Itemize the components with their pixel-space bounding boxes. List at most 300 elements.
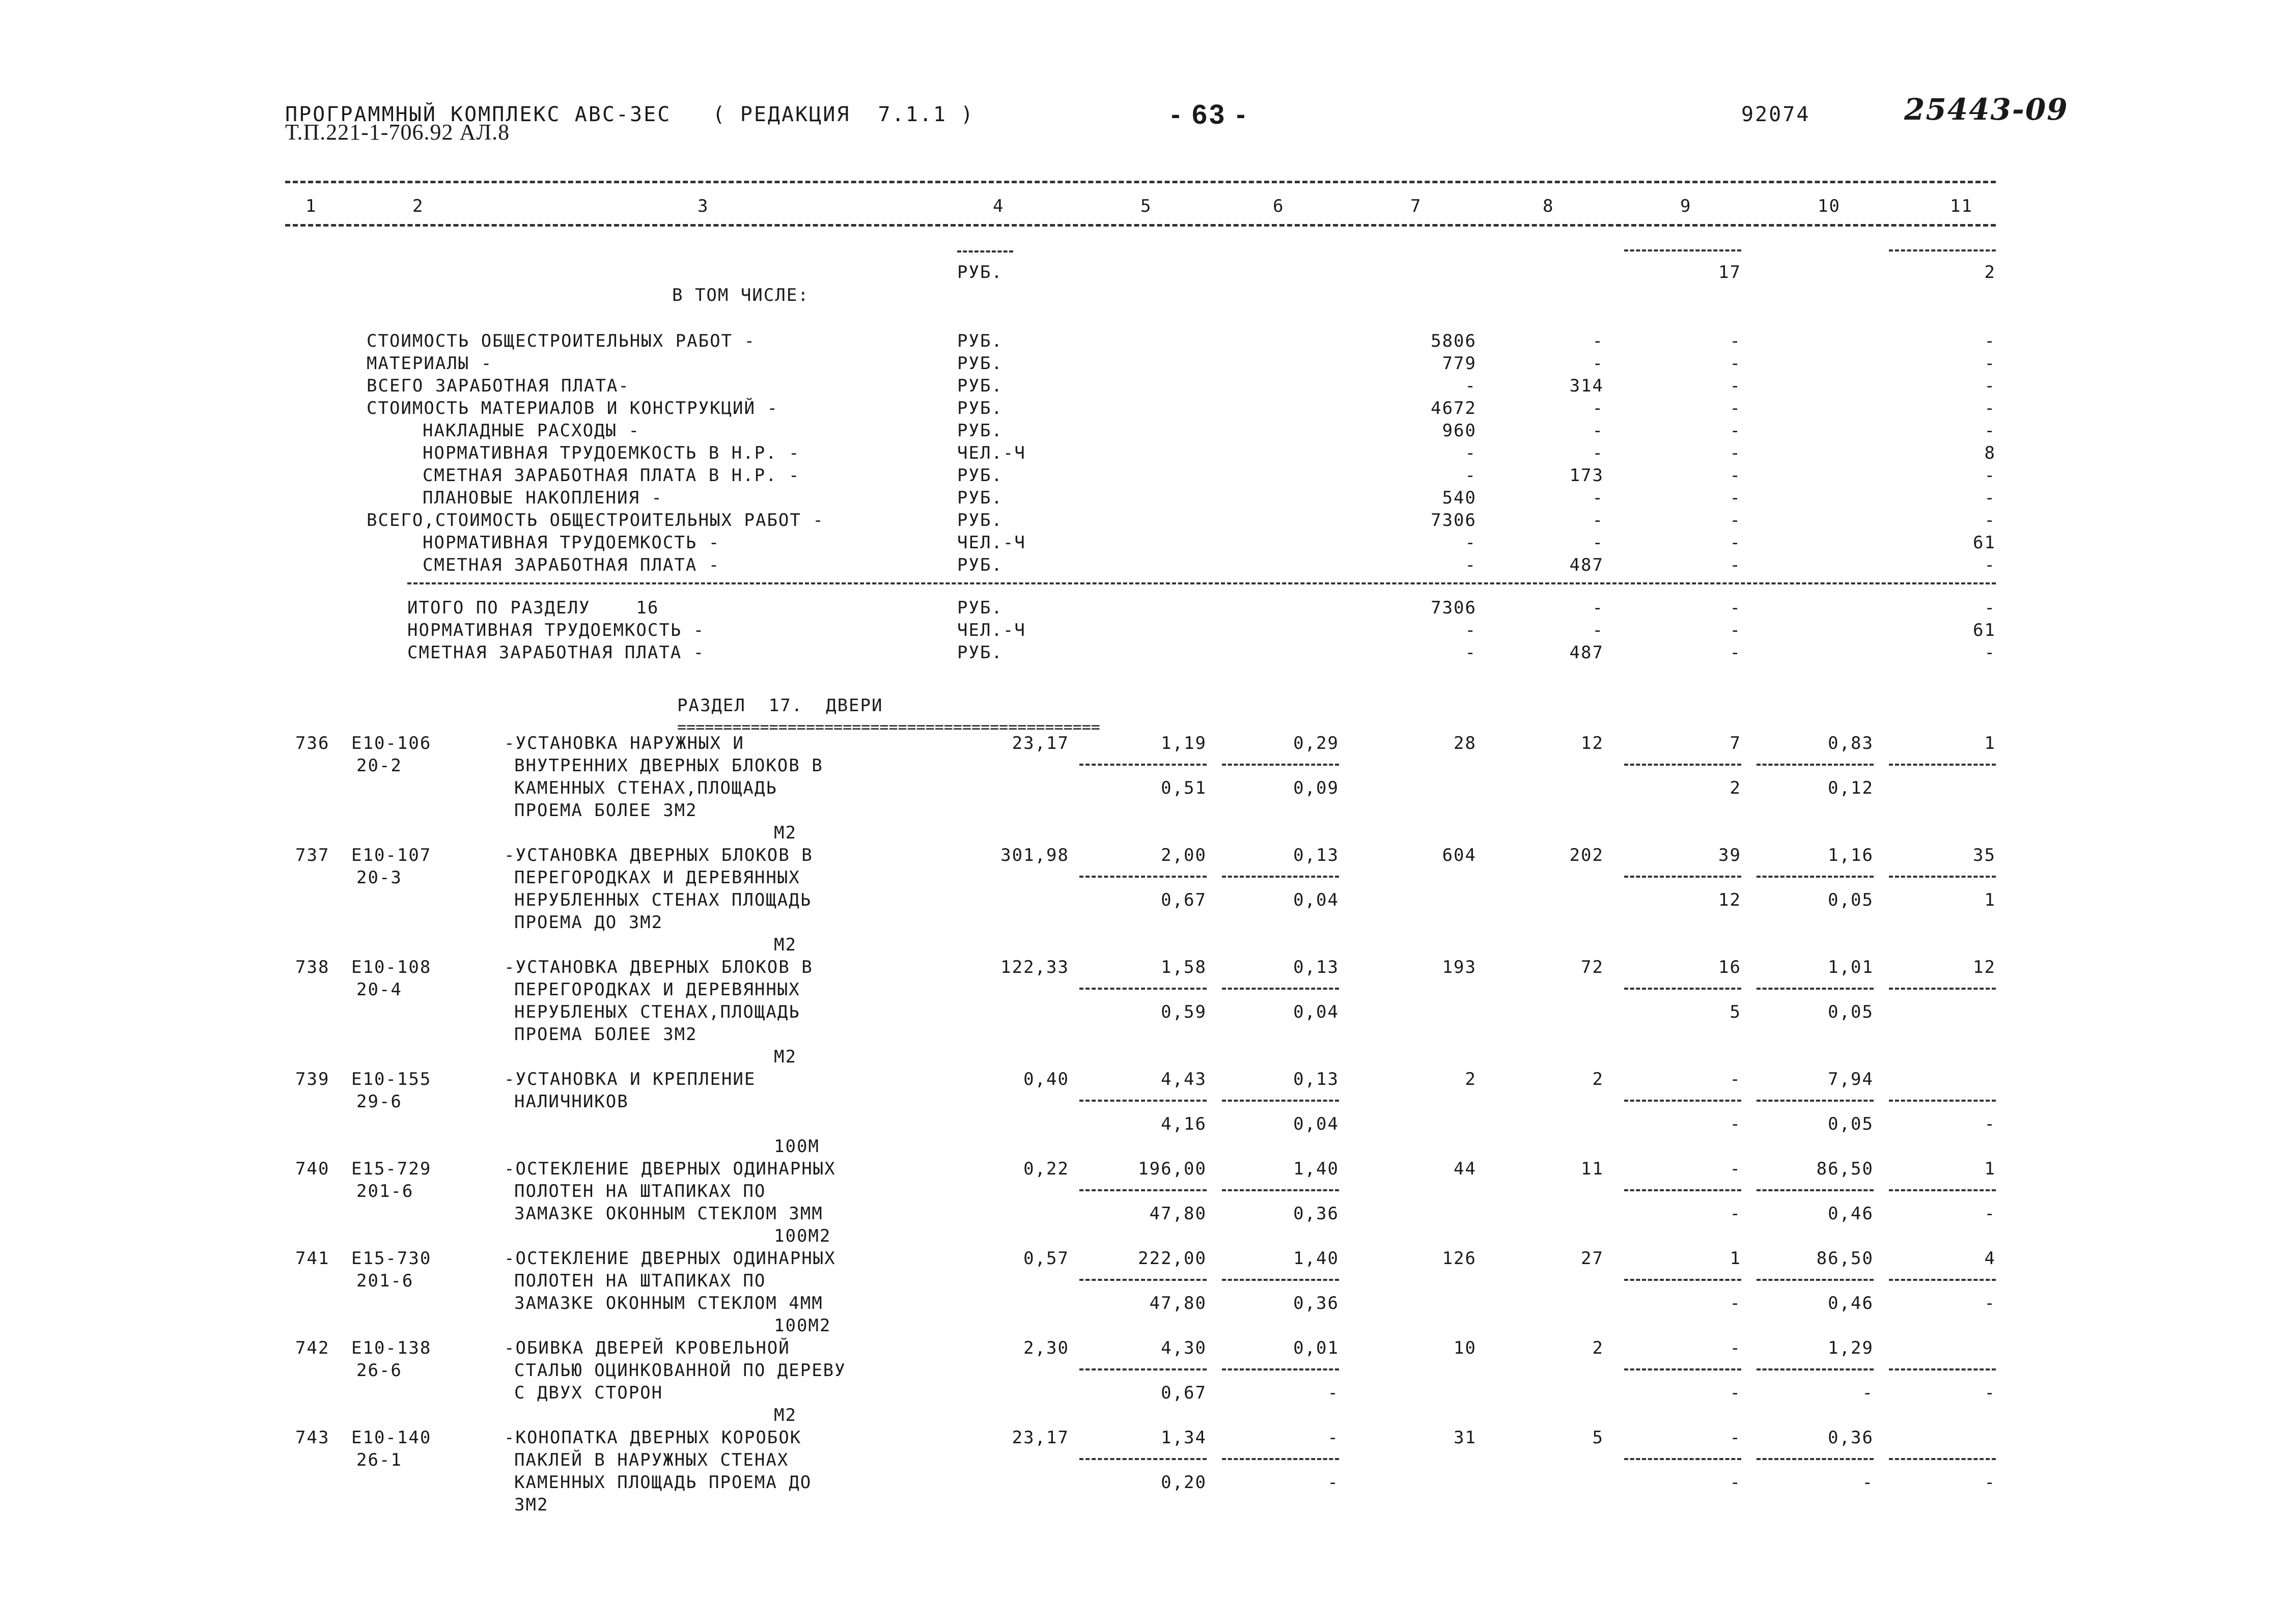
item-description-line: ПОЛОТЕН НА ШТАПИКАХ ПО [514, 1271, 766, 1291]
item-unit-wage-machine: - [1327, 1383, 1339, 1403]
item-unit-cost-machine: 0,59 [1161, 1002, 1207, 1022]
item-unit-cost-machine: 0,67 [1161, 890, 1207, 910]
item-unit-wage-machine: 0,36 [1293, 1293, 1339, 1313]
item-quantity: 0,40 [1023, 1069, 1069, 1089]
summary-row-col8: - [1592, 510, 1604, 530]
item-col9: 1 [1730, 1248, 1741, 1269]
item-code: Е10-140 [351, 1427, 432, 1448]
item-rule-col9 [1624, 1368, 1741, 1370]
item-rule-col9 [1624, 1279, 1741, 1281]
item-rule-col6 [1222, 1189, 1339, 1191]
item-code: Е10-155 [351, 1069, 432, 1089]
item-code-sub: 201-6 [356, 1271, 414, 1291]
item-unit-wage: 0,13 [1293, 1069, 1339, 1089]
item-unit-cost: 196,00 [1138, 1159, 1207, 1179]
summary-row-label: СМЕТНАЯ ЗАРАБОТНАЯ ПЛАТА В Н.Р. - [423, 465, 800, 486]
summary-row-label: ВСЕГО,СТОИМОСТЬ ОБЩЕСТРОИТЕЛЬНЫХ РАБОТ - [367, 510, 824, 530]
item-rule-col6 [1222, 988, 1339, 990]
item-unit-cost: 4,30 [1161, 1338, 1207, 1358]
item-rule-col6 [1222, 1100, 1339, 1102]
item-col10: 1,16 [1828, 845, 1874, 865]
item-col9: 7 [1730, 733, 1741, 753]
summary-row-col7: 5806 [1431, 331, 1476, 351]
item-col10-sub: - [1862, 1472, 1874, 1493]
section-total-col11: - [1984, 598, 1996, 618]
item-description-line: КАМЕННЫХ СТЕНАХ,ПЛОЩАДЬ [514, 778, 777, 798]
item-total-cost: 28 [1454, 733, 1476, 753]
item-unit-cost-machine: 0,67 [1161, 1383, 1207, 1403]
item-rule-col11 [1889, 1189, 1996, 1191]
item-unit-wage: 0,13 [1293, 845, 1339, 865]
item-total-wage: 202 [1569, 845, 1604, 865]
item-unit-of-measure: 100М2 [774, 1315, 831, 1336]
top-total-col11: 2 [1984, 262, 1996, 283]
summary-row-unit: РУБ. [957, 398, 1003, 418]
item-quantity: 23,17 [1012, 1427, 1069, 1448]
item-unit-wage: 1,40 [1293, 1248, 1339, 1269]
item-col10: 0,36 [1828, 1427, 1874, 1448]
summary-row-label: СТОИМОСТЬ МАТЕРИАЛОВ И КОНСТРУКЦИЙ - [367, 398, 778, 418]
summary-row-label: МАТЕРИАЛЫ - [367, 353, 493, 374]
item-col10: 1,01 [1828, 957, 1874, 977]
summary-row-col8: - [1592, 443, 1604, 463]
item-code-sub: 20-3 [356, 867, 402, 888]
item-description-line: -ОБИВКА ДВЕРЕЙ КРОВЕЛЬНОЙ [504, 1338, 790, 1358]
item-unit-wage-machine: 0,04 [1293, 1002, 1339, 1022]
item-col10: 86,50 [1816, 1248, 1874, 1269]
item-rule-col10 [1757, 988, 1874, 990]
item-rule-col9 [1624, 1100, 1741, 1102]
item-col9-sub: 5 [1730, 1002, 1741, 1022]
item-col9: - [1730, 1427, 1741, 1448]
item-description-line: ПЕРЕГОРОДКАХ И ДЕРЕВЯННЫХ [514, 867, 800, 888]
item-code-sub: 20-2 [356, 755, 402, 776]
item-rule-col6 [1222, 1279, 1339, 1281]
item-description-line: ПРОЕМА ДО 3М2 [514, 912, 663, 933]
item-description-line: КАМЕННЫХ ПЛОЩАДЬ ПРОЕМА ДО [514, 1472, 812, 1493]
item-rule-col10 [1757, 1368, 1874, 1370]
item-unit-wage-machine: 0,04 [1293, 890, 1339, 910]
summary-row-col8: - [1592, 533, 1604, 553]
item-col9: 16 [1718, 957, 1741, 977]
summary-row-col8: 314 [1569, 376, 1604, 396]
item-description-line: НАЛИЧНИКОВ [514, 1091, 629, 1112]
item-number: 741 [295, 1248, 330, 1269]
item-description-line: ПЕРЕГОРОДКАХ И ДЕРЕВЯННЫХ [514, 979, 800, 1000]
item-col9-sub: 2 [1730, 778, 1741, 798]
item-total-wage: 2 [1592, 1338, 1604, 1358]
item-total-wage: 72 [1581, 957, 1604, 977]
item-unit-cost: 2,00 [1161, 845, 1207, 865]
column-header-3: 3 [698, 196, 709, 216]
item-quantity: 23,17 [1012, 733, 1069, 753]
item-rule-col10 [1757, 764, 1874, 766]
top-total-rule-unit [957, 250, 1013, 253]
summary-row-col9: - [1730, 421, 1741, 441]
summary-row-label: СМЕТНАЯ ЗАРАБОТНАЯ ПЛАТА - [423, 555, 720, 575]
item-rule-col10 [1757, 1458, 1874, 1460]
item-col11-sub: - [1984, 1293, 1996, 1313]
item-description-line: -ОСТЕКЛЕНИЕ ДВЕРНЫХ ОДИНАРНЫХ [504, 1248, 836, 1269]
item-code: Е15-729 [351, 1159, 432, 1179]
column-header-1: 1 [305, 196, 317, 216]
section-total-col9: - [1730, 642, 1741, 663]
item-col10-sub: 0,05 [1828, 1114, 1874, 1134]
top-total-rule-9 [1624, 249, 1741, 251]
summary-row-unit: РУБ. [957, 421, 1003, 441]
summary-row-col7: - [1465, 443, 1476, 463]
column-header-9: 9 [1680, 196, 1692, 216]
item-code: Е10-138 [351, 1338, 432, 1358]
item-quantity: 0,22 [1023, 1159, 1069, 1179]
summary-row-col9: - [1730, 488, 1741, 508]
item-rule-col10 [1757, 876, 1874, 878]
item-col9-sub: - [1730, 1203, 1741, 1224]
section-total-col7: 7306 [1431, 598, 1476, 618]
summary-row-col9: - [1730, 533, 1741, 553]
column-header-4: 4 [993, 196, 1005, 216]
item-rule-col5 [1079, 1189, 1207, 1191]
item-total-cost: 31 [1454, 1427, 1476, 1448]
item-code-sub: 26-1 [356, 1450, 402, 1470]
section-title-underline: ============================================== [677, 718, 1100, 736]
item-total-cost: 2 [1465, 1069, 1476, 1089]
doc-number: 92074 [1741, 103, 1810, 126]
item-rule-col10 [1757, 1279, 1874, 1281]
item-col10: 1,29 [1828, 1338, 1874, 1358]
summary-row-col9: - [1730, 443, 1741, 463]
item-unit-of-measure: М2 [774, 935, 797, 955]
item-number: 740 [295, 1159, 330, 1179]
item-number: 737 [295, 845, 330, 865]
item-description-line: НЕРУБЛЕНЫХ СТЕНАХ,ПЛОЩАДЬ [514, 1002, 800, 1022]
item-col10-sub: 0,05 [1828, 890, 1874, 910]
item-rule-col5 [1079, 876, 1207, 878]
column-header-5: 5 [1140, 196, 1152, 216]
summary-row-col9: - [1730, 353, 1741, 374]
item-description-line: -ОСТЕКЛЕНИЕ ДВЕРНЫХ ОДИНАРНЫХ [504, 1159, 836, 1179]
item-total-cost: 44 [1454, 1159, 1476, 1179]
item-unit-of-measure: 100М [774, 1136, 820, 1157]
item-rule-col10 [1757, 1100, 1874, 1102]
item-description-line: ПРОЕМА БОЛЕЕ 3М2 [514, 800, 698, 821]
item-quantity: 301,98 [1000, 845, 1069, 865]
item-unit-of-measure: М2 [774, 1405, 797, 1425]
item-col11: 35 [1973, 845, 1996, 865]
summary-row-col7: - [1465, 465, 1476, 486]
column-header-8: 8 [1543, 196, 1554, 216]
summary-row-unit: ЧЕЛ.-Ч [957, 533, 1026, 553]
item-description-line: -КОНОПАТКА ДВЕРНЫХ КОРОБОК [504, 1427, 802, 1448]
section-total-col7: - [1465, 642, 1476, 663]
item-unit-wage-machine: 0,04 [1293, 1114, 1339, 1134]
item-total-wage: 2 [1592, 1069, 1604, 1089]
item-unit-wage: 0,13 [1293, 957, 1339, 977]
item-code: Е10-107 [351, 845, 432, 865]
item-unit-of-measure: М2 [774, 823, 797, 843]
item-col9-sub: - [1730, 1293, 1741, 1313]
item-description-line: -УСТАНОВКА ДВЕРНЫХ БЛОКОВ В [504, 845, 813, 865]
section-total-unit: РУБ. [957, 598, 1003, 618]
item-description-line: ПРОЕМА БОЛЕЕ 3М2 [514, 1024, 698, 1045]
item-code: Е10-108 [351, 957, 432, 977]
section-total-unit: ЧЕЛ.-Ч [957, 620, 1026, 640]
item-unit-cost: 222,00 [1138, 1248, 1207, 1269]
top-total-unit: РУБ. [957, 262, 1003, 283]
item-unit-of-measure: М2 [774, 1047, 797, 1067]
item-total-wage: 11 [1581, 1159, 1604, 1179]
summary-row-unit: РУБ. [957, 555, 1003, 575]
summary-row-col11: - [1984, 376, 1996, 396]
summary-row-col9: - [1730, 398, 1741, 418]
item-total-cost: 193 [1442, 957, 1476, 977]
item-col11: 4 [1984, 1248, 1996, 1269]
summary-row-col7: - [1465, 376, 1476, 396]
item-col9-sub: - [1730, 1114, 1741, 1134]
item-description-line: ЗАМАЗКЕ ОКОННЫМ СТЕКЛОМ 3ММ [514, 1203, 823, 1224]
item-col9-sub: 12 [1718, 890, 1741, 910]
item-unit-wage: 1,40 [1293, 1159, 1339, 1179]
column-header-2: 2 [412, 196, 424, 216]
section-total-col8: - [1592, 620, 1604, 640]
item-number: 738 [295, 957, 330, 977]
item-col9: - [1730, 1338, 1741, 1358]
summary-row-col8: - [1592, 488, 1604, 508]
summary-row-col11: - [1984, 488, 1996, 508]
item-col11-sub: - [1984, 1383, 1996, 1403]
item-rule-col11 [1889, 1279, 1996, 1281]
item-col10-sub: - [1862, 1383, 1874, 1403]
item-rule-col5 [1079, 764, 1207, 766]
item-col11-sub: - [1984, 1472, 1996, 1493]
summary-row-unit: ЧЕЛ.-Ч [957, 443, 1026, 463]
item-rule-col6 [1222, 1458, 1339, 1460]
section-title: РАЗДЕЛ 17. ДВЕРИ [677, 695, 883, 716]
item-total-wage: 5 [1592, 1427, 1604, 1448]
top-total-rule-11 [1889, 249, 1996, 251]
item-col11-sub: - [1984, 1114, 1996, 1134]
column-header-10: 10 [1818, 196, 1841, 216]
item-total-wage: 27 [1581, 1248, 1604, 1269]
item-code-sub: 20-4 [356, 979, 402, 1000]
item-rule-col11 [1889, 764, 1996, 766]
including-label: В ТОМ ЧИСЛЕ: [672, 285, 810, 305]
item-col11: 1 [1984, 733, 1996, 753]
summary-row-col9: - [1730, 510, 1741, 530]
item-rule-col9 [1624, 988, 1741, 990]
summary-row-col8: - [1592, 421, 1604, 441]
item-unit-cost-machine: 47,80 [1149, 1293, 1207, 1313]
item-description-line: НЕРУБЛЕННЫХ СТЕНАХ ПЛОЩАДЬ [514, 890, 812, 910]
item-rule-col11 [1889, 1100, 1996, 1102]
item-col10-sub: 0,46 [1828, 1293, 1874, 1313]
item-unit-cost: 1,34 [1161, 1427, 1207, 1448]
column-header-6: 6 [1273, 196, 1285, 216]
summary-row-col8: 173 [1569, 465, 1604, 486]
section-total-col9: - [1730, 620, 1741, 640]
item-number: 743 [295, 1427, 330, 1448]
item-unit-cost: 1,19 [1161, 733, 1207, 753]
item-rule-col10 [1757, 1189, 1874, 1191]
item-description-line: С ДВУХ СТОРОН [514, 1383, 663, 1403]
section-total-col8: - [1592, 598, 1604, 618]
top-total-col9: 17 [1718, 262, 1741, 283]
program-header: ПРОГРАММНЫЙ КОМПЛЕКС АВС-3ЕС ( РЕДАКЦИЯ 7.1.1 ) [285, 103, 975, 126]
summary-row-col8: 487 [1569, 555, 1604, 575]
item-col11-sub: 1 [1984, 890, 1996, 910]
item-unit-cost-machine: 4,16 [1161, 1114, 1207, 1134]
item-description-line: ПАКЛЕЙ В НАРУЖНЫХ СТЕНАХ [514, 1450, 789, 1470]
item-col9: 39 [1718, 845, 1741, 865]
summary-row-label: ВСЕГО ЗАРАБОТНАЯ ПЛАТА- [367, 376, 630, 396]
summary-row-unit: РУБ. [957, 331, 1003, 351]
section-total-col7: - [1465, 620, 1476, 640]
summary-row-col9: - [1730, 331, 1741, 351]
summary-row-col8: - [1592, 331, 1604, 351]
item-rule-col9 [1624, 764, 1741, 766]
item-col10: 86,50 [1816, 1159, 1874, 1179]
summary-row-col8: - [1592, 398, 1604, 418]
item-rule-col5 [1079, 1458, 1207, 1460]
item-number: 736 [295, 733, 330, 753]
summary-row-unit: РУБ. [957, 353, 1003, 374]
item-rule-col11 [1889, 1458, 1996, 1460]
summary-row-col7: 960 [1442, 421, 1476, 441]
item-unit-wage: 0,01 [1293, 1338, 1339, 1358]
item-code: Е15-730 [351, 1248, 432, 1269]
summary-row-col7: 7306 [1431, 510, 1476, 530]
summary-row-label: НОРМАТИВНАЯ ТРУДОЕМКОСТЬ - [423, 533, 720, 553]
project-code: Т.П.221-1-706.92 АЛ.8 [285, 120, 510, 145]
item-col11: 12 [1973, 957, 1996, 977]
item-unit-wage: - [1327, 1427, 1339, 1448]
summary-row-col9: - [1730, 555, 1741, 575]
summary-rule [407, 582, 1996, 584]
item-code-sub: 26-6 [356, 1360, 402, 1381]
item-quantity: 122,33 [1000, 957, 1069, 977]
item-unit-cost: 1,58 [1161, 957, 1207, 977]
section-total-label: НОРМАТИВНАЯ ТРУДОЕМКОСТЬ - [407, 620, 705, 640]
item-rule-col6 [1222, 876, 1339, 878]
section-total-unit: РУБ. [957, 642, 1003, 663]
summary-row-col11: - [1984, 510, 1996, 530]
item-unit-cost-machine: 0,51 [1161, 778, 1207, 798]
summary-row-unit: РУБ. [957, 465, 1003, 486]
item-col9-sub: - [1730, 1472, 1741, 1493]
summary-row-col9: - [1730, 465, 1741, 486]
item-col10: 0,83 [1828, 733, 1874, 753]
item-description-line: -УСТАНОВКА И КРЕПЛЕНИЕ [504, 1069, 756, 1089]
summary-row-col7: 779 [1442, 353, 1476, 374]
column-header-7: 7 [1410, 196, 1422, 216]
item-description-line: 3М2 [514, 1495, 549, 1515]
item-quantity: 0,57 [1023, 1248, 1069, 1269]
item-rule-col6 [1222, 1368, 1339, 1370]
summary-row-unit: РУБ. [957, 488, 1003, 508]
header-rule-bottom [285, 224, 1996, 227]
item-quantity: 2,30 [1023, 1338, 1069, 1358]
item-total-wage: 12 [1581, 733, 1604, 753]
item-unit-cost-machine: 0,20 [1161, 1472, 1207, 1493]
item-description-line: ЗАМАЗКЕ ОКОННЫМ СТЕКЛОМ 4ММ [514, 1293, 823, 1313]
item-total-cost: 604 [1442, 845, 1476, 865]
summary-row-col11: 8 [1984, 443, 1996, 463]
item-col10-sub: 0,46 [1828, 1203, 1874, 1224]
item-description-line: ПОЛОТЕН НА ШТАПИКАХ ПО [514, 1181, 766, 1201]
item-unit-wage-machine: 0,09 [1293, 778, 1339, 798]
summary-row-col11: - [1984, 421, 1996, 441]
section-total-col8: 487 [1569, 642, 1604, 663]
item-unit-wage-machine: - [1327, 1472, 1339, 1493]
summary-row-col11: - [1984, 555, 1996, 575]
item-description-line: -УСТАНОВКА ДВЕРНЫХ БЛОКОВ В [504, 957, 813, 977]
item-rule-col11 [1889, 988, 1996, 990]
item-total-cost: 10 [1454, 1338, 1476, 1358]
item-col9-sub: - [1730, 1383, 1741, 1403]
item-unit-of-measure: 100М2 [774, 1226, 831, 1246]
section-total-col9: - [1730, 598, 1741, 618]
summary-row-col11: - [1984, 331, 1996, 351]
section-total-col11: 61 [1973, 620, 1996, 640]
summary-row-col11: - [1984, 398, 1996, 418]
item-col10: 7,94 [1828, 1069, 1874, 1089]
item-code-sub: 29-6 [356, 1091, 402, 1112]
item-col9: - [1730, 1069, 1741, 1089]
summary-row-col8: - [1592, 353, 1604, 374]
item-unit-cost: 4,43 [1161, 1069, 1207, 1089]
item-rule-col5 [1079, 1100, 1207, 1102]
item-col11: 1 [1984, 1159, 1996, 1179]
summary-row-unit: РУБ. [957, 510, 1003, 530]
section-total-label: СМЕТНАЯ ЗАРАБОТНАЯ ПЛАТА - [407, 642, 705, 663]
summary-row-label: НОРМАТИВНАЯ ТРУДОЕМКОСТЬ В Н.Р. - [423, 443, 800, 463]
summary-row-label: СТОИМОСТЬ ОБЩЕСТРОИТЕЛЬНЫХ РАБОТ - [367, 331, 756, 351]
item-col10-sub: 0,12 [1828, 778, 1874, 798]
item-description-line: ВНУТРЕННИХ ДВЕРНЫХ БЛОКОВ В [514, 755, 823, 776]
item-col9: - [1730, 1159, 1741, 1179]
item-col11-sub: - [1984, 1203, 1996, 1224]
summary-row-col7: 4672 [1431, 398, 1476, 418]
item-unit-wage-machine: 0,36 [1293, 1203, 1339, 1224]
summary-row-unit: РУБ. [957, 376, 1003, 396]
summary-row-col7: - [1465, 555, 1476, 575]
item-rule-col11 [1889, 876, 1996, 878]
item-description-line: СТАЛЬЮ ОЦИНКОВАННОЙ ПО ДЕРЕВУ [514, 1360, 846, 1381]
summary-row-label: НАКЛАДНЫЕ РАСХОДЫ - [423, 421, 640, 441]
item-rule-col5 [1079, 988, 1207, 990]
item-code-sub: 201-6 [356, 1181, 414, 1201]
column-header-11: 11 [1950, 196, 1973, 216]
item-unit-wage: 0,29 [1293, 733, 1339, 753]
item-col10-sub: 0,05 [1828, 1002, 1874, 1022]
section-total-label: ИТОГО ПО РАЗДЕЛУ 16 [407, 598, 659, 618]
summary-row-col11: - [1984, 465, 1996, 486]
item-rule-col6 [1222, 764, 1339, 766]
summary-row-label: ПЛАНОВЫЕ НАКОПЛЕНИЯ - [423, 488, 663, 508]
item-rule-col9 [1624, 1458, 1741, 1460]
item-rule-col11 [1889, 1368, 1996, 1370]
item-description-line: -УСТАНОВКА НАРУЖНЫХ И [504, 733, 744, 753]
summary-row-col9: - [1730, 376, 1741, 396]
summary-row-col11: - [1984, 353, 1996, 374]
item-rule-col5 [1079, 1279, 1207, 1281]
item-number: 742 [295, 1338, 330, 1358]
header-rule-top [285, 181, 1996, 183]
item-code: Е10-106 [351, 733, 432, 753]
item-unit-cost-machine: 47,80 [1149, 1203, 1207, 1224]
summary-row-col11: 61 [1973, 533, 1996, 553]
summary-row-col7: 540 [1442, 488, 1476, 508]
